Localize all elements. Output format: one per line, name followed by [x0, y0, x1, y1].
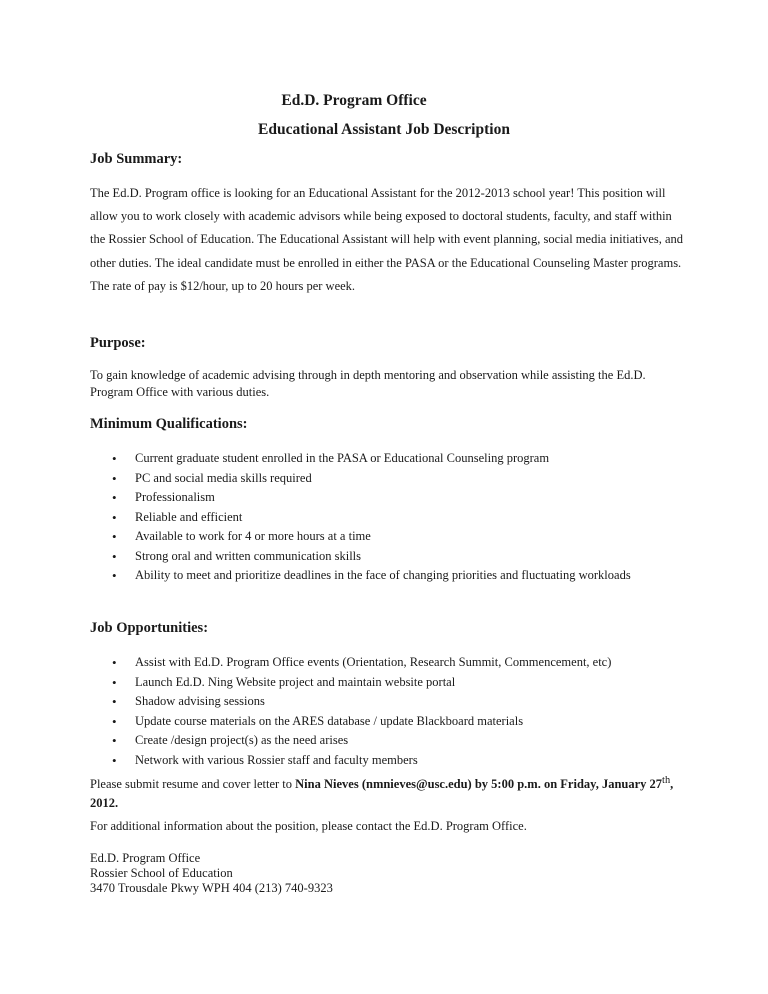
job-summary-text: The Ed.D. Program office is looking for an Educational Assistant for the 2012-2013 school year! This position will allow you to work closely with academic advisors while being exposed to doctoral students, faculty, and staff within the Rossier School of Education. The Educational Assistant will help with event planning, social media initiatives, and other duties. The ideal candidate must be enrolled in either the PASA or the Educational Counseling Master programs. The rate of pay is $12/hour, up to 20 hours per week.: [90, 186, 684, 293]
opportunities-heading: Job Opportunities:: [90, 620, 209, 636]
list-item: • Network with various Rossier staff and faculty members: [90, 752, 680, 770]
job-summary-heading: Job Summary:: [90, 151, 183, 167]
list-item: • Current graduate student enrolled in the PASA or Educational Counseling program: [90, 450, 680, 468]
contact-note: For additional information about the position, please contact the Ed.D. Program Office.: [90, 819, 527, 833]
office-title: Ed.D. Program Office: [281, 92, 427, 109]
list-item: • PC and social media skills required: [90, 470, 680, 488]
opportunities-list: [90, 654, 680, 771]
document-title: Educational Assistant Job Description: [258, 121, 510, 138]
qualifications-heading: Minimum Qualifications:: [90, 416, 248, 432]
deadline-text: by 5:00 p.m. on Friday, January 27: [471, 777, 663, 792]
purpose-heading: Purpose:: [90, 335, 146, 351]
address-line-office: Ed.D. Program Office: [90, 851, 201, 865]
contact-email[interactable]: (nmnieves@usc.edu): [361, 777, 472, 792]
submission-prefix: Please submit resume and cover letter to: [90, 777, 296, 792]
deadline-year: , 2012.: [90, 777, 674, 811]
address-line-street: 3470 Trousdale Pkwy WPH 404 (213) 740-9323: [90, 881, 333, 895]
list-item: • Strong oral and written communication skills: [90, 548, 680, 566]
list-item: • Shadow advising sessions: [90, 693, 680, 711]
list-item: • Update course materials on the ARES database / update Blackboard materials: [90, 713, 680, 731]
purpose-text: To gain knowledge of academic advising through in depth mentoring and observation while assisting the Ed.D. Program Office with various duties.: [90, 368, 646, 399]
submission-instructions: [90, 771, 690, 813]
list-item: • Available to work for 4 or more hours at a time: [90, 528, 680, 546]
office-address: [90, 851, 690, 896]
list-item: • Professionalism: [90, 489, 680, 507]
deadline-suffix: th: [662, 775, 671, 786]
contact-name: Nina Nieves: [295, 777, 359, 792]
list-item: • Ability to meet and prioritize deadlines in the face of changing priorities and fluctuating workloads: [90, 567, 680, 585]
list-item: • Assist with Ed.D. Program Office events (Orientation, Research Summit, Commencement, etc): [90, 654, 680, 672]
qualifications-list: [90, 450, 680, 587]
list-item: • Reliable and efficient: [90, 509, 680, 527]
list-item: • Create /design project(s) as the need arises: [90, 732, 680, 750]
list-item: • Launch Ed.D. Ning Website project and maintain website portal: [90, 674, 680, 692]
address-line-school: Rossier School of Education: [90, 866, 233, 880]
